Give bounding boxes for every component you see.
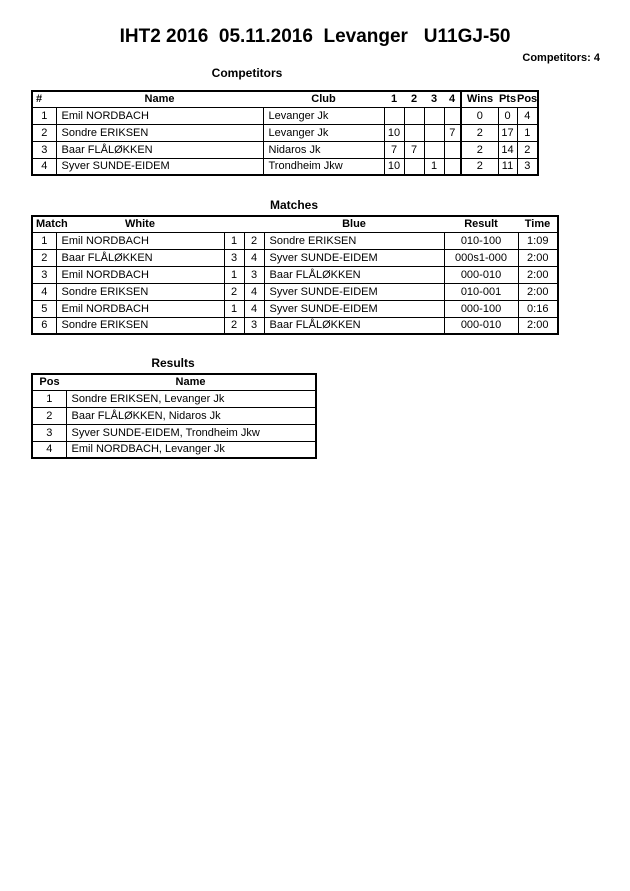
competitor-pos: 3 — [517, 158, 538, 175]
col-header-time: Time — [518, 216, 558, 232]
score-round1: 10 — [384, 124, 404, 141]
match-row — [32, 232, 558, 249]
col-header-round1: 1 — [384, 91, 404, 107]
match-result: 000-100 — [444, 300, 518, 317]
blue-name: Syver SUNDE-EIDEM — [264, 283, 444, 300]
competitor-club: Nidaros Jk — [263, 141, 384, 158]
score-round4 — [444, 158, 461, 175]
competitor-number: 2 — [32, 124, 56, 141]
result-name: Sondre ERIKSEN, Levanger Jk — [66, 390, 316, 407]
score-round3 — [424, 141, 444, 158]
competitor-row — [32, 158, 538, 175]
col-header-round4: 4 — [444, 91, 461, 107]
competitor-pos: 4 — [517, 107, 538, 124]
col-header-white-num — [224, 216, 244, 232]
blue-competitor-num: 4 — [244, 249, 264, 266]
white-name: Baar FLÅLØKKEN — [56, 249, 224, 266]
result-name: Emil NORDBACH, Levanger Jk — [66, 441, 316, 458]
col-header-round2: 2 — [404, 91, 424, 107]
competitor-row — [32, 141, 538, 158]
col-header-match: Match — [32, 216, 56, 232]
matches-header-row — [32, 216, 558, 232]
blue-name: Sondre ERIKSEN — [264, 232, 444, 249]
blue-name: Baar FLÅLØKKEN — [264, 266, 444, 283]
result-pos: 4 — [32, 441, 66, 458]
matches-table — [31, 215, 559, 335]
match-time: 0:16 — [518, 300, 558, 317]
result-name: Baar FLÅLØKKEN, Nidaros Jk — [66, 407, 316, 424]
white-competitor-num: 1 — [224, 232, 244, 249]
competitor-pts: 17 — [498, 124, 517, 141]
blue-name: Syver SUNDE-EIDEM — [264, 249, 444, 266]
white-name: Sondre ERIKSEN — [56, 317, 224, 334]
section-title-competitors: Competitors — [211, 66, 283, 80]
competitor-wins: 2 — [461, 158, 498, 175]
col-header-club: Club — [263, 91, 384, 107]
match-row — [32, 317, 558, 334]
score-round4 — [444, 107, 461, 124]
blue-competitor-num: 3 — [244, 317, 264, 334]
competitor-pts: 0 — [498, 107, 517, 124]
match-row — [32, 300, 558, 317]
competitor-pos: 1 — [517, 124, 538, 141]
result-pos: 2 — [32, 407, 66, 424]
score-round2 — [404, 107, 424, 124]
competitor-number: 3 — [32, 141, 56, 158]
match-number: 4 — [32, 283, 56, 300]
match-number: 1 — [32, 232, 56, 249]
competitor-pts: 14 — [498, 141, 517, 158]
result-name: Syver SUNDE-EIDEM, Trondheim Jkw — [66, 424, 316, 441]
score-round3 — [424, 124, 444, 141]
score-round2 — [404, 158, 424, 175]
match-result: 000s1-000 — [444, 249, 518, 266]
white-competitor-num: 1 — [224, 266, 244, 283]
score-round1: 10 — [384, 158, 404, 175]
blue-competitor-num: 4 — [244, 283, 264, 300]
match-number: 2 — [32, 249, 56, 266]
competitor-club: Levanger Jk — [263, 124, 384, 141]
results-table — [31, 373, 317, 459]
match-row — [32, 283, 558, 300]
result-pos: 1 — [32, 390, 66, 407]
col-header-name: Name — [66, 374, 316, 390]
competitor-number: 1 — [32, 107, 56, 124]
white-competitor-num: 1 — [224, 300, 244, 317]
score-round3: 1 — [424, 158, 444, 175]
competitors-count-label: Competitors: 4 — [522, 52, 600, 64]
col-header-number: # — [32, 91, 56, 107]
competitors-header-row — [32, 91, 538, 107]
match-result: 000-010 — [444, 266, 518, 283]
result-row — [32, 390, 316, 407]
competitor-name: Sondre ERIKSEN — [56, 124, 263, 141]
col-header-pos: Pos — [32, 374, 66, 390]
results-header-row — [32, 374, 316, 390]
score-round1: 7 — [384, 141, 404, 158]
blue-competitor-num: 2 — [244, 232, 264, 249]
match-time: 2:00 — [518, 266, 558, 283]
white-name: Emil NORDBACH — [56, 300, 224, 317]
score-round2 — [404, 124, 424, 141]
competitor-wins: 2 — [461, 141, 498, 158]
competitor-wins: 0 — [461, 107, 498, 124]
competitor-wins: 2 — [461, 124, 498, 141]
match-time: 1:09 — [518, 232, 558, 249]
match-number: 5 — [32, 300, 56, 317]
col-header-wins: Wins — [461, 91, 498, 107]
white-name: Sondre ERIKSEN — [56, 283, 224, 300]
match-time: 2:00 — [518, 317, 558, 334]
col-header-blue: Blue — [264, 216, 444, 232]
competitor-name: Syver SUNDE-EIDEM — [56, 158, 263, 175]
col-header-white: White — [56, 216, 224, 232]
competitor-pos: 2 — [517, 141, 538, 158]
score-round4: 7 — [444, 124, 461, 141]
white-competitor-num: 3 — [224, 249, 244, 266]
col-header-pos: Pos — [517, 91, 538, 107]
competitor-club: Trondheim Jkw — [263, 158, 384, 175]
match-row — [32, 266, 558, 283]
result-row — [32, 407, 316, 424]
match-number: 3 — [32, 266, 56, 283]
competitor-row — [32, 124, 538, 141]
page-title: IHT2 2016 05.11.2016 Levanger U11GJ-50 — [119, 26, 511, 47]
match-result: 010-100 — [444, 232, 518, 249]
white-competitor-num: 2 — [224, 317, 244, 334]
competitor-pts: 11 — [498, 158, 517, 175]
col-header-pts: Pts — [498, 91, 517, 107]
result-row — [32, 441, 316, 458]
match-time: 2:00 — [518, 283, 558, 300]
blue-competitor-num: 4 — [244, 300, 264, 317]
blue-competitor-num: 3 — [244, 266, 264, 283]
match-row — [32, 249, 558, 266]
competitors-table — [31, 90, 539, 176]
col-header-name: Name — [56, 91, 263, 107]
col-header-result: Result — [444, 216, 518, 232]
score-round2: 7 — [404, 141, 424, 158]
score-round3 — [424, 107, 444, 124]
competitor-row — [32, 107, 538, 124]
blue-name: Baar FLÅLØKKEN — [264, 317, 444, 334]
section-title-matches: Matches — [269, 198, 319, 212]
score-round4 — [444, 141, 461, 158]
competitor-name: Emil NORDBACH — [56, 107, 263, 124]
white-competitor-num: 2 — [224, 283, 244, 300]
blue-name: Syver SUNDE-EIDEM — [264, 300, 444, 317]
result-row — [32, 424, 316, 441]
match-number: 6 — [32, 317, 56, 334]
col-header-blue-num — [244, 216, 264, 232]
white-name: Emil NORDBACH — [56, 266, 224, 283]
match-result: 010-001 — [444, 283, 518, 300]
white-name: Emil NORDBACH — [56, 232, 224, 249]
section-title-results: Results — [151, 356, 195, 370]
match-time: 2:00 — [518, 249, 558, 266]
competitor-name: Baar FLÅLØKKEN — [56, 141, 263, 158]
col-header-round3: 3 — [424, 91, 444, 107]
result-pos: 3 — [32, 424, 66, 441]
competitor-number: 4 — [32, 158, 56, 175]
competitor-club: Levanger Jk — [263, 107, 384, 124]
match-result: 000-010 — [444, 317, 518, 334]
score-round1 — [384, 107, 404, 124]
